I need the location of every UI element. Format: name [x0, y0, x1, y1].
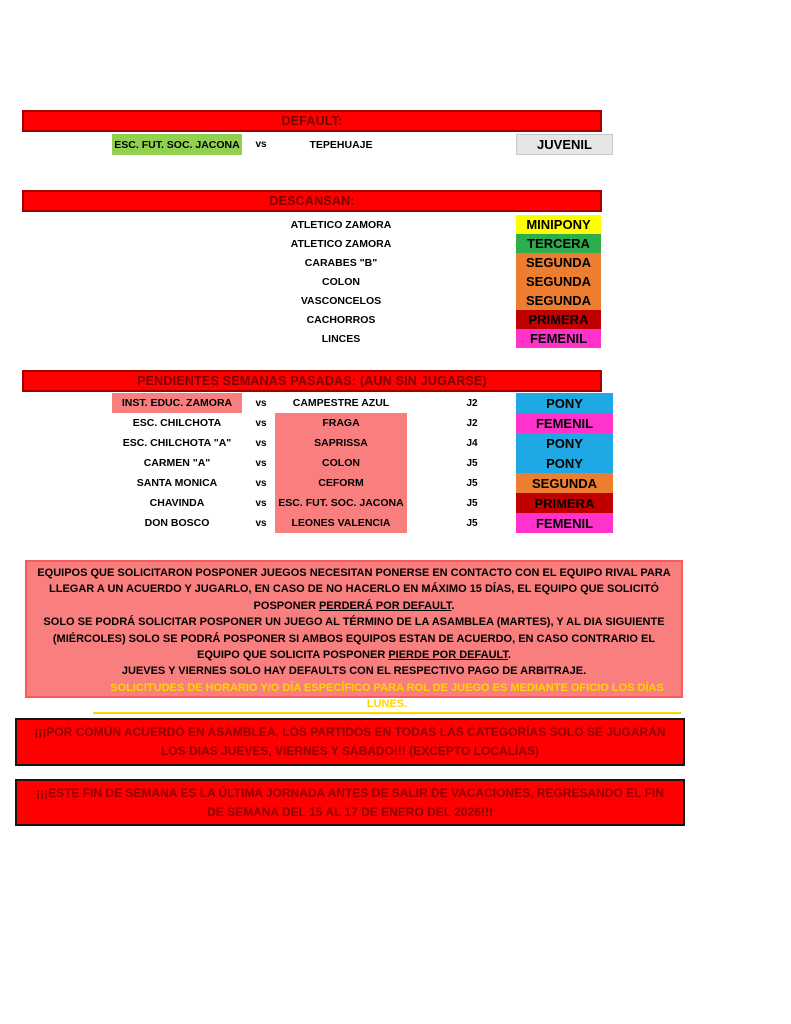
jornada-label: J4	[466, 437, 478, 449]
resting-team-name: ATLETICO ZAMORA	[290, 237, 392, 250]
announcement-match-days-text: ¡¡¡POR COMÚN ACUERDO EN ASAMBLEA, LOS PARTIDOS EN TODAS LAS CATEGORÍAS SOLO SE JUGARÁN LOS DIAS JUEVES, VIERNES Y SÁBADO!!! (EXCEPTO LOCALÍAS)	[34, 725, 666, 758]
category-badge: SEGUNDA	[516, 272, 601, 291]
resting-team-name: COLON	[322, 275, 360, 288]
category-badge: JUVENIL	[516, 134, 613, 155]
notice-line	[35, 614, 673, 663]
team-cell-away: SAPRISSA	[275, 433, 407, 453]
descansan-row	[22, 310, 617, 329]
team-cell-away: FRAGA	[275, 413, 407, 433]
notice-line	[35, 565, 673, 614]
section-descansan	[22, 190, 617, 350]
category-badge: PRIMERA	[516, 493, 613, 513]
descansan-section-title: DESCANSAN:	[269, 194, 355, 208]
descansan-row	[22, 329, 617, 348]
jornada-label: J5	[466, 497, 478, 509]
team-cell-home: SANTA MONICA	[136, 477, 218, 489]
notice-text-segment: .	[451, 599, 455, 612]
resting-team-name: VASCONCELOS	[300, 294, 382, 307]
category-badge: FEMENIL	[516, 413, 613, 433]
jornada-label: J5	[466, 457, 478, 469]
descansan-row	[22, 215, 617, 234]
team-cell-home: CHAVINDA	[149, 497, 205, 509]
team-cell-home: CARMEN "A"	[143, 457, 211, 469]
vs-label: vs	[255, 497, 267, 509]
category-badge: PONY	[516, 433, 613, 453]
vs-label: vs	[255, 437, 267, 449]
jornada-label: J2	[466, 397, 478, 409]
descansan-row	[22, 253, 617, 272]
vs-label: vs	[255, 139, 267, 150]
jornada-label: J5	[466, 477, 478, 489]
team-cell-away: LEONES VALENCIA	[275, 513, 407, 533]
jornada-label: J5	[466, 517, 478, 529]
pendientes-section-title: PENDIENTES SEMANAS PASADAS: (AUN SIN JUGARSE)	[137, 374, 487, 388]
notice-line	[35, 663, 673, 679]
notice-text-segment: PIERDE POR DEFAULT	[388, 649, 508, 662]
category-badge: PRIMERA	[516, 310, 601, 329]
team-cell-home: INST. EDUC. ZAMORA	[112, 393, 242, 413]
pending-match-row	[22, 473, 617, 493]
pending-match-row	[22, 513, 617, 533]
section-default	[22, 110, 617, 156]
team-cell-away: ESC. FUT. SOC. JACONA	[275, 493, 407, 513]
resting-team-name: CARABES "B"	[304, 256, 378, 269]
pending-match-row	[22, 453, 617, 473]
category-badge: PONY	[516, 453, 613, 473]
category-badge: MINIPONY	[516, 215, 601, 234]
notice-line-yellow	[93, 680, 681, 714]
postponement-rules-notice	[25, 560, 683, 710]
descansan-row	[22, 291, 617, 310]
team-cell-home: ESC. CHILCHOTA "A"	[122, 437, 232, 449]
notice-text-segment: EQUIPOS QUE SOLICITARON POSPONER JUEGOS NECESITAN PONERSE EN CONTACTO CON EL EQUIPO RIVAL PARA LLEGAR A UN ACUERDO Y JUGARLO, EN CASO DE NO HACERLO EN MÁXIMO 15 DÍAS, EL EQUIPO QUE SOLICITÓ POSPONER	[37, 567, 671, 612]
category-badge: SEGUNDA	[516, 291, 601, 310]
team-cell-home: ESC. CHILCHOTA	[132, 417, 222, 429]
vs-label: vs	[255, 477, 267, 489]
descansan-row	[22, 272, 617, 291]
descansan-row	[22, 234, 617, 253]
notice-text-segment: PERDERÁ POR DEFAULT	[318, 599, 452, 612]
category-badge: SEGUNDA	[516, 253, 601, 272]
announcement-vacations	[15, 779, 685, 826]
team-cell-away: CAMPESTRE AZUL	[292, 397, 390, 409]
pending-match-row	[22, 433, 617, 453]
default-section-header	[22, 110, 602, 132]
category-badge: FEMENIL	[516, 513, 613, 533]
vs-label: vs	[255, 417, 267, 429]
category-badge: TERCERA	[516, 234, 601, 253]
resting-team-name: LINCES	[321, 332, 361, 345]
vs-label: vs	[255, 457, 267, 469]
resting-team-name: CACHORROS	[306, 313, 376, 326]
notice-text-segment: SOLO SE PODRÁ SOLICITAR POSPONER UN JUEGO AL TÉRMINO DE LA ASAMBLEA (MARTES), Y AL DIA SIGUIENTE (MIÉRCOLES) SOLO SE PODRÁ POSPONER SI AMBOS EQUIPOS ESTAN DE ACUERDO, EN CASO CONTRARIO EL EQUIPO QUE SOLICITA POSPONER	[43, 616, 665, 662]
notice-text-segment: SOLICITUDES DE HORARIO Y/O DÍA ESPECÍFICO PARA ROL DE JUEGO ES MEDIANTE OFICIO LOS DÍAS LUNES.	[110, 681, 664, 710]
category-badge: FEMENIL	[516, 329, 601, 348]
team-cell-home: ESC. FUT. SOC. JACONA	[112, 134, 242, 155]
vs-label: vs	[255, 397, 267, 409]
default-match-row	[22, 134, 617, 155]
pending-match-row	[22, 493, 617, 513]
pending-match-row	[22, 393, 617, 413]
announcement-vacations-text: ¡¡¡ESTE FIN DE SEMANA ES LA ÚLTIMA JORNADA ANTES DE SALIR DE VACACIONES, REGRESANDO EL FIN DE SEMANA DEL 15 AL 17 DE ENERO DEL 2026!!!	[36, 785, 664, 819]
default-section-title: DEFAULT:	[281, 114, 343, 128]
notice-text-segment: .	[507, 649, 511, 662]
team-cell-away: CEFORM	[275, 473, 407, 493]
category-badge: SEGUNDA	[516, 473, 613, 493]
notice-text-segment: JUEVES Y VIERNES SOLO HAY DEFAULTS CON EL RESPECTIVO PAGO DE ARBITRAJE.	[121, 665, 587, 678]
category-badge: PONY	[516, 393, 613, 413]
team-cell-away: TEPEHUAJE	[309, 138, 373, 151]
pending-match-row	[22, 413, 617, 433]
pendientes-section-header	[22, 370, 602, 392]
team-cell-away: COLON	[275, 453, 407, 473]
descansan-section-header	[22, 190, 602, 212]
announcement-match-days	[15, 718, 685, 766]
jornada-label: J2	[466, 417, 478, 429]
resting-team-name: ATLETICO ZAMORA	[290, 218, 392, 231]
team-cell-home: DON BOSCO	[144, 517, 210, 529]
vs-label: vs	[255, 517, 267, 529]
section-pendientes	[22, 370, 617, 535]
